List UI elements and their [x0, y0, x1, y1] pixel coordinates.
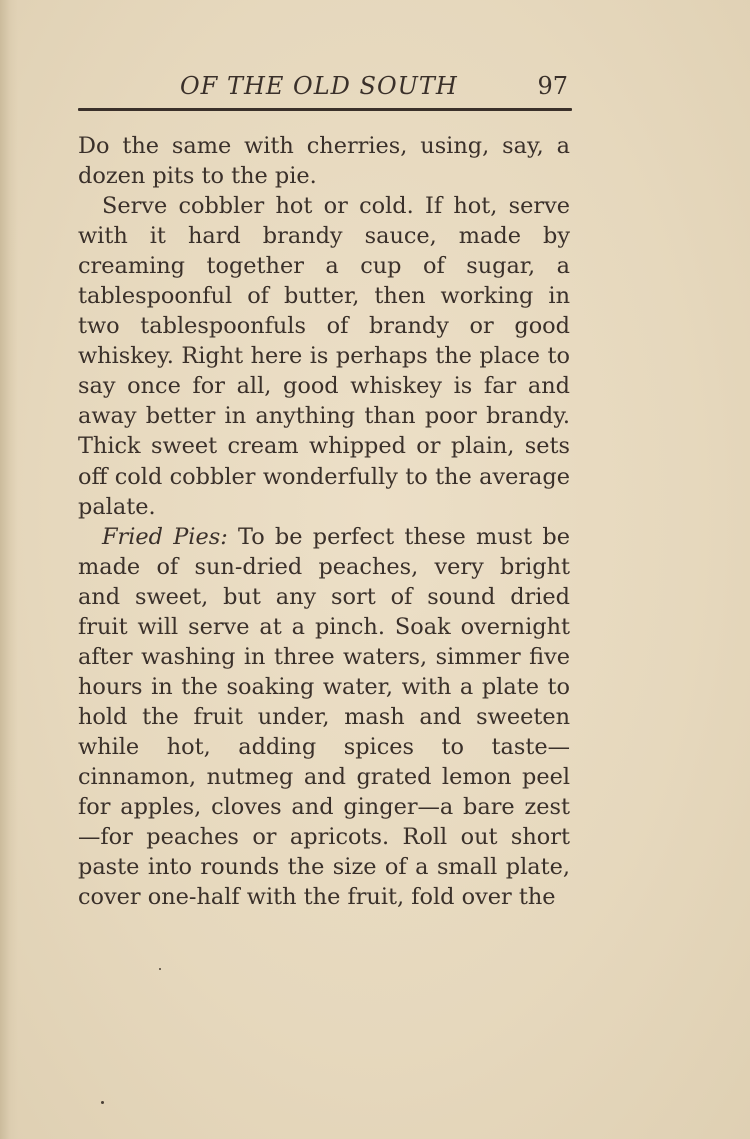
page-number: 97	[537, 72, 568, 100]
running-title: OF THE OLD SOUTH	[180, 72, 458, 100]
run-in-heading: Fried Pies:	[102, 523, 228, 550]
paper-speck	[159, 968, 161, 970]
header-rule	[78, 108, 572, 111]
body-text	[78, 131, 570, 912]
gutter-shadow	[0, 0, 18, 1139]
paragraph-fried-pies	[78, 522, 570, 913]
paper-speck	[101, 1101, 104, 1104]
paragraph-cobbler-sauce: Serve cobbler hot or cold. If hot, serve with it hard brandy sauce, made by creaming together a cup of sugar, a tablespoonful of butter, then working in two tablespoonfuls of brandy or good whiskey. Right here is perhaps the place to say once for all, good whiskey is far and away better in anything than poor brandy. Thick sweet cream whipped or plain, sets off cold cobbler wonderfully to the average palate.	[78, 193, 570, 520]
paragraph-fried-pies-text: To be perfect these must be made of sun-dried peaches, very bright and sweet, but any sort of sound dried fruit will serve at a pinch. Soak overnight after washing in three waters, simmer five hours in the soaking water, with a plate to hold the fruit under, mash and sweeten while hot, adding spices to taste—cinnamon, nutmeg and grated lemon peel for apples, cloves and ginger—a bare zest—for peaches or apricots. Roll out short paste into rounds the size of a small plate, cover one-half with the fruit, fold over the	[78, 523, 570, 911]
paragraph-cherries: Do the same with cherries, using, say, a dozen pits to the pie.	[78, 133, 570, 190]
running-head	[78, 70, 572, 110]
